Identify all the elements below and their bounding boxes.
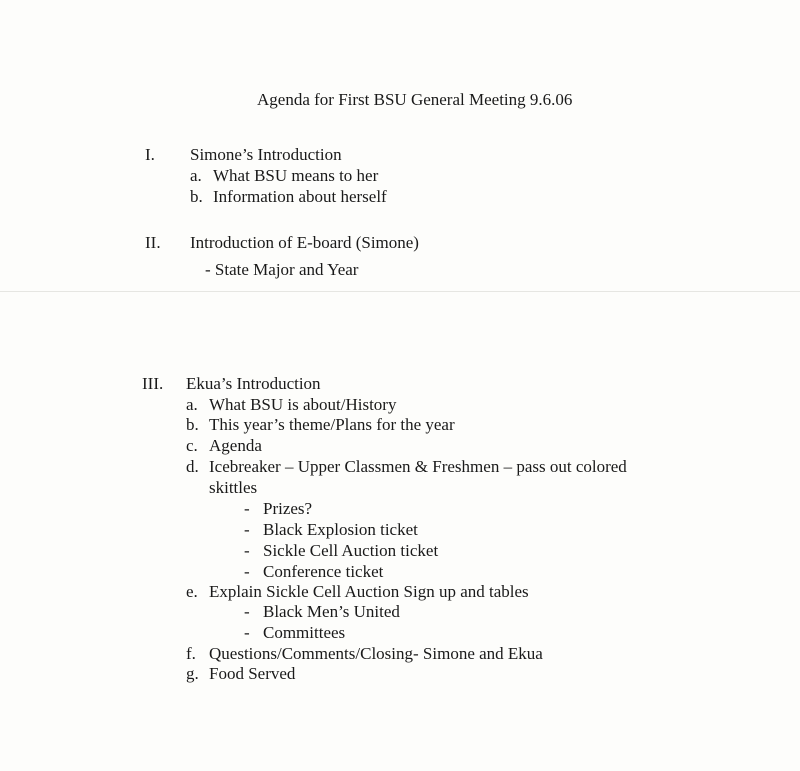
- item-label: e.: [186, 582, 198, 601]
- item-text: What BSU is about/History: [209, 395, 397, 414]
- section-numeral: III.: [142, 374, 164, 393]
- item-text: Icebreaker – Upper Classmen & Freshmen – pass out colored: [209, 457, 627, 476]
- item-text: Explain Sickle Cell Auction Sign up and tables: [209, 582, 529, 601]
- sub-dash: -: [244, 562, 250, 581]
- section-numeral: II.: [145, 233, 161, 252]
- item-label: d.: [186, 457, 199, 476]
- sub-item: Committees: [263, 623, 346, 642]
- item-label: g.: [186, 664, 199, 683]
- section-note: - State Major and Year: [205, 260, 359, 279]
- sub-item: Prizes?: [263, 499, 313, 518]
- section-heading: Introduction of E-board (Simone): [190, 233, 419, 252]
- sub-item: Sickle Cell Auction ticket: [263, 541, 439, 560]
- item-label: a.: [190, 166, 202, 185]
- sub-dash: -: [244, 602, 250, 621]
- section-heading: Ekua’s Introduction: [186, 374, 321, 393]
- item-label: a.: [186, 395, 198, 414]
- sub-item: Conference ticket: [263, 562, 384, 581]
- item-text: Agenda: [209, 436, 262, 455]
- scan-line: [0, 291, 800, 292]
- item-label: b.: [190, 187, 203, 206]
- sub-dash: -: [244, 499, 250, 518]
- item-label: b.: [186, 415, 199, 434]
- sub-dash: -: [244, 520, 250, 539]
- item-text-continued: skittles: [209, 478, 258, 497]
- document-title: Agenda for First BSU General Meeting 9.6.06: [257, 90, 573, 109]
- item-text: Food Served: [209, 664, 296, 683]
- sub-item: Black Men’s United: [263, 602, 400, 621]
- sub-dash: -: [244, 623, 250, 642]
- section-numeral: I.: [145, 145, 155, 164]
- item-text: Questions/Comments/Closing- Simone and Ekua: [209, 644, 543, 663]
- item-text: What BSU means to her: [213, 166, 379, 185]
- item-text: Information about herself: [213, 187, 387, 206]
- item-label: f.: [186, 644, 196, 663]
- item-label: c.: [186, 436, 198, 455]
- item-text: This year’s theme/Plans for the year: [209, 415, 455, 434]
- sub-item: Black Explosion ticket: [263, 520, 418, 539]
- sub-dash: -: [244, 541, 250, 560]
- section-heading: Simone’s Introduction: [190, 145, 342, 164]
